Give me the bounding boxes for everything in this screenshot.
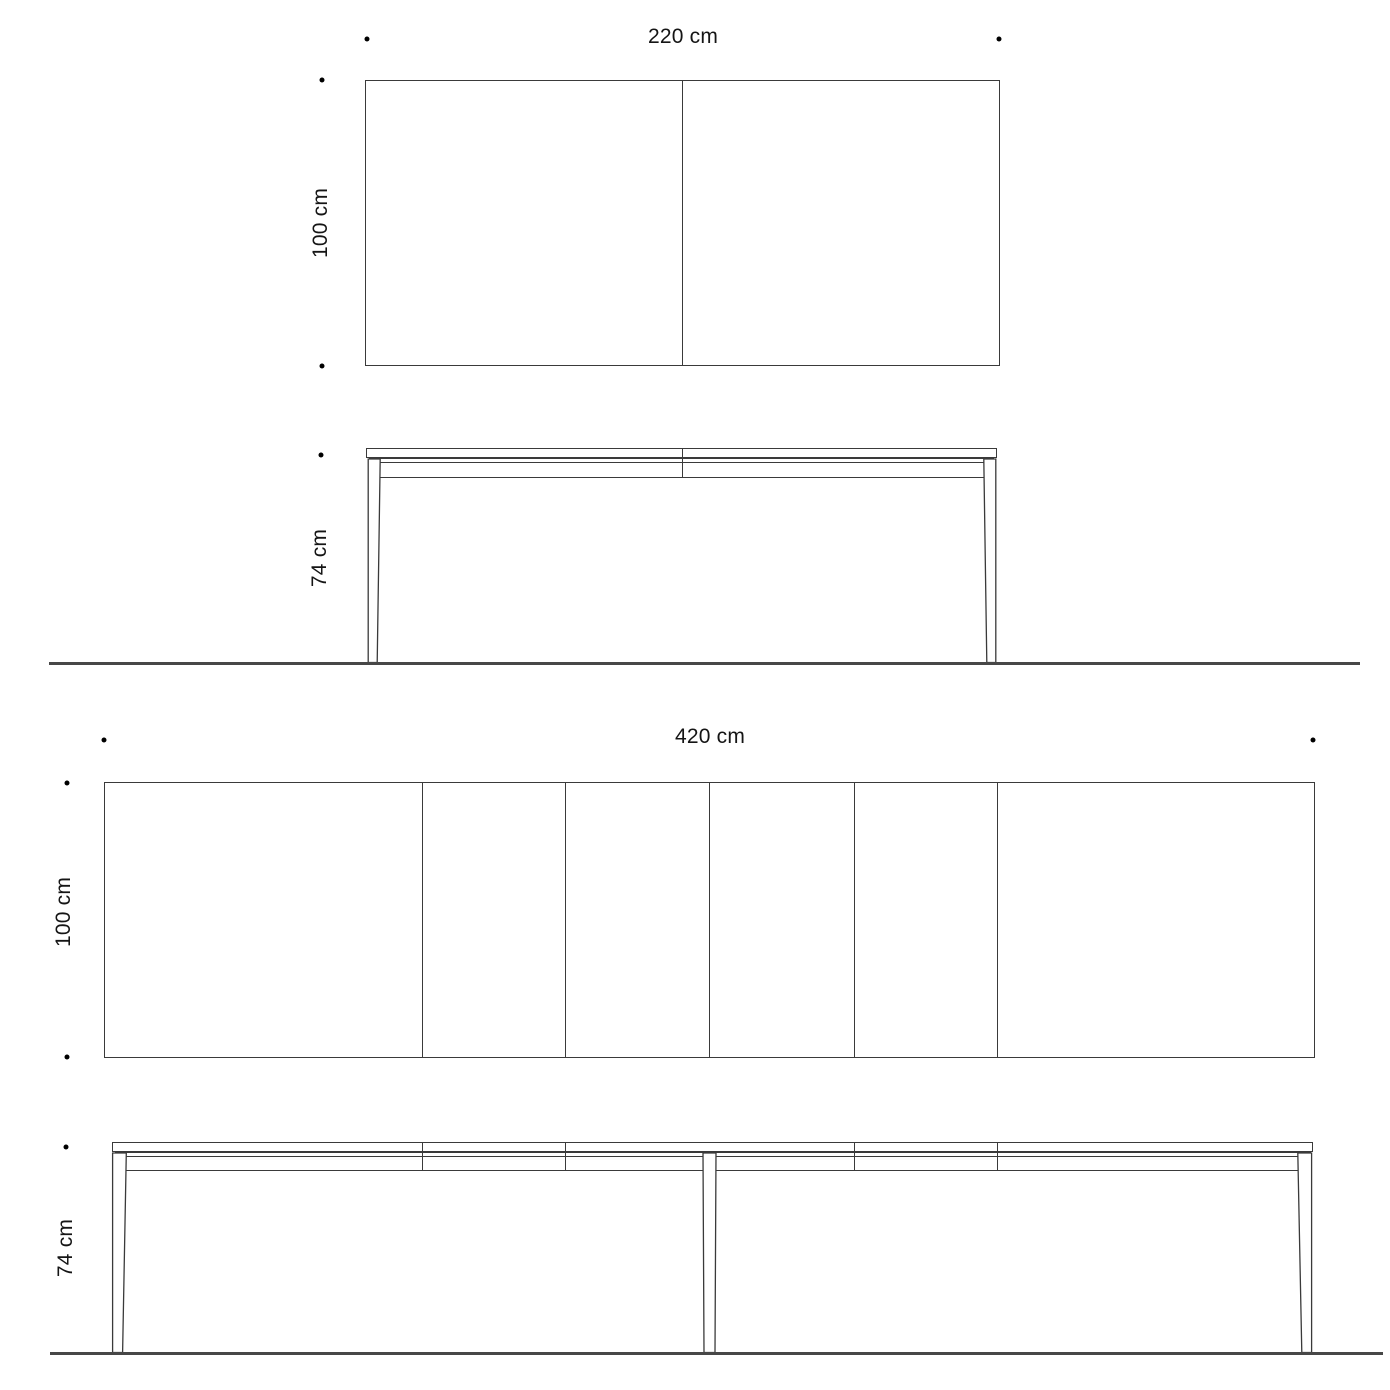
tabletop-leaf-divider: [565, 782, 566, 1058]
extended-width-label: 420 cm: [674, 725, 746, 748]
extended-right-leg: [1298, 1153, 1312, 1353]
extended-tabletop-trim: [115, 1152, 1311, 1157]
extended-front-leaf-divider: [997, 1143, 998, 1171]
closed-right-leg: [984, 459, 996, 663]
dimension-dot: [1311, 738, 1316, 743]
dimension-dot: [65, 1055, 70, 1060]
tabletop-leaf-divider: [854, 782, 855, 1058]
tabletop-leaf-divider: [709, 782, 710, 1058]
closed-left-leg: [368, 459, 380, 663]
extended-left-leg: [113, 1153, 127, 1353]
floor-line-closed: [49, 662, 1360, 665]
extended-height-label: 74 cm: [54, 1218, 77, 1278]
dimension-dot: [997, 37, 1002, 42]
closed-front-leaf-divider: [682, 449, 683, 478]
tabletop-leaf-divider: [682, 80, 683, 366]
extended-depth-label: 100 cm: [52, 876, 75, 948]
tabletop-leaf-divider: [422, 782, 423, 1058]
dimension-dot: [319, 453, 324, 458]
closed-height-label: 74 cm: [308, 528, 331, 588]
dimension-dot: [320, 364, 325, 369]
dimension-dot: [64, 1145, 69, 1150]
dimension-dot: [65, 781, 70, 786]
dimension-dot: [320, 78, 325, 83]
dimension-dot: [365, 37, 370, 42]
extended-apron-edge: [125, 1170, 1299, 1171]
closed-width-label: 220 cm: [647, 25, 719, 48]
tabletop-leaf-divider: [997, 782, 998, 1058]
extended-tabletop-slab: [112, 1142, 1313, 1152]
extended-front-leaf-divider: [565, 1143, 566, 1171]
extended-center-leg: [703, 1153, 716, 1353]
extended-front-leaf-divider: [422, 1143, 423, 1171]
dimension-dot: [102, 738, 107, 743]
closed-depth-label: 100 cm: [309, 187, 332, 259]
extended-front-leaf-divider: [854, 1143, 855, 1171]
floor-line-extended: [50, 1352, 1383, 1355]
